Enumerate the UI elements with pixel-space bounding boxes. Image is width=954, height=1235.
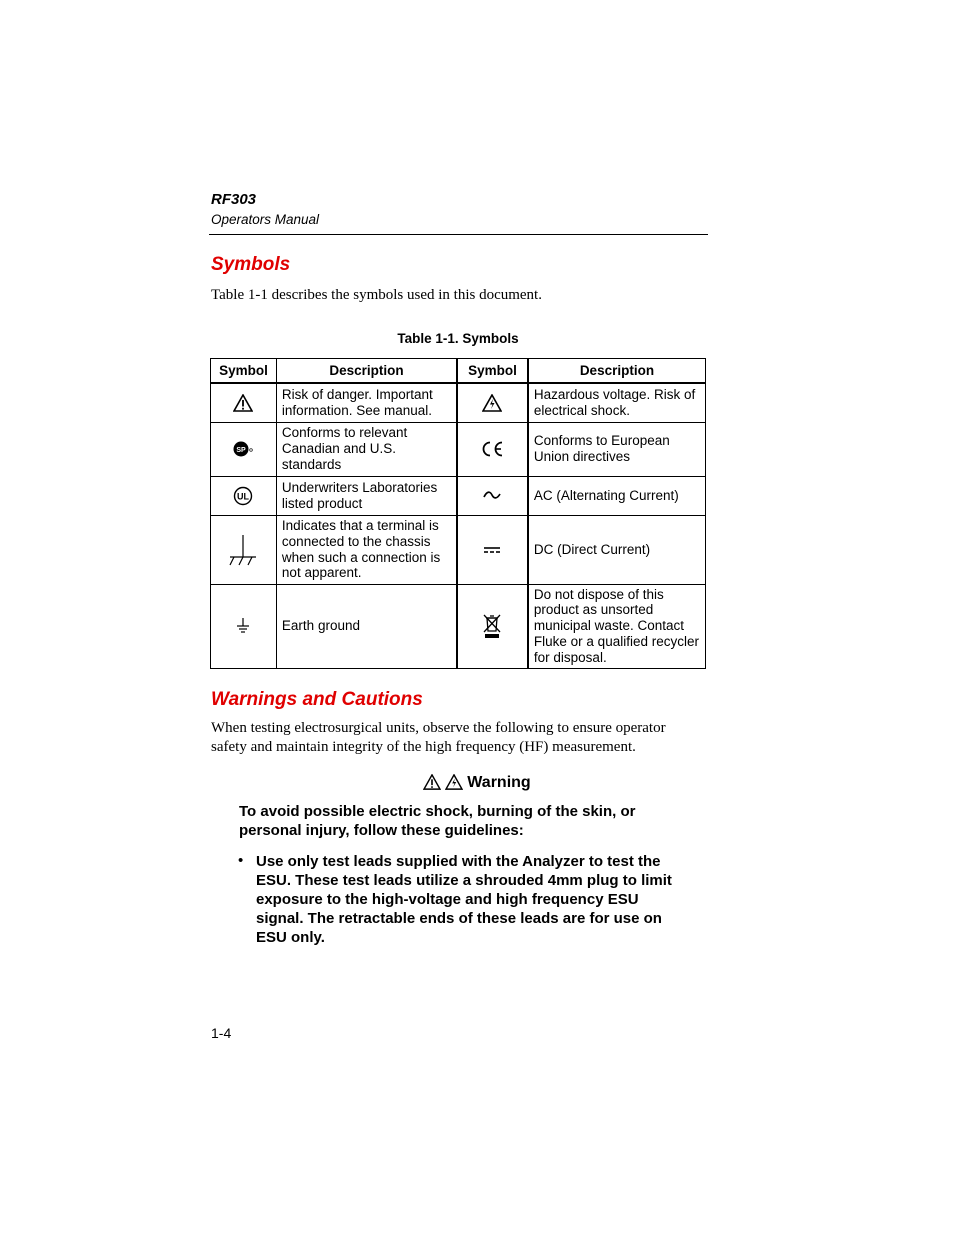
- warning-bullet: Use only test leads supplied with the Analyzer to test the ESU. These test leads utilize a shrouded 4mm plug to limit exposure to the high-voltage and high frequency ESU signal. The retractable ends of these leads are for use on ESU only.: [256, 853, 672, 946]
- svg-text:SP: SP: [236, 447, 247, 454]
- page-number: 1-4: [211, 1025, 232, 1041]
- manual-model: RF303: [211, 191, 257, 208]
- symbol-description: Risk of danger. Important information. See manual.: [276, 383, 457, 422]
- symbol-description: Conforms to European Union directives: [528, 422, 706, 476]
- symbols-heading: Symbols: [211, 254, 291, 275]
- ac-icon: [457, 476, 528, 515]
- chassis-ground-icon: [211, 515, 277, 584]
- symbols-intro: Table 1-1 describes the symbols used in this document.: [211, 287, 542, 303]
- table-row: [211, 584, 706, 668]
- dc-icon: [457, 515, 528, 584]
- table-row: [211, 476, 706, 515]
- weee-bin-icon: [457, 584, 528, 668]
- bullet-marker: •: [238, 852, 244, 869]
- header-rule: [209, 234, 708, 235]
- warnings-heading: Warnings and Cautions: [211, 689, 423, 710]
- hazardous-voltage-icon: [445, 774, 463, 795]
- symbol-description: Do not dispose of this product as unsorted municipal waste. Contact Fluke or a qualified recycler for disposal.: [528, 584, 706, 668]
- table-row: [211, 383, 706, 422]
- csa-mark-icon: [211, 422, 277, 476]
- column-header: Symbol: [457, 359, 528, 384]
- svg-text:UL: UL: [237, 491, 250, 501]
- earth-ground-icon: [211, 584, 277, 668]
- column-header: Description: [528, 359, 706, 384]
- table-header-row: [211, 359, 706, 384]
- ul-mark-icon: [211, 476, 277, 515]
- ce-mark-icon: [457, 422, 528, 476]
- table-caption: Table 1-1. Symbols: [397, 331, 519, 346]
- warning-triangle-icon: [423, 774, 441, 795]
- warning-lead: To avoid possible electric shock, burning of the skin, or personal injury, follow these guidelines:: [239, 803, 636, 839]
- symbol-description: Earth ground: [276, 584, 457, 668]
- symbol-description: Conforms to relevant Canadian and U.S. standards: [276, 422, 457, 476]
- symbol-description: DC (Direct Current): [528, 515, 706, 584]
- symbols-table: [210, 358, 706, 669]
- warnings-intro: When testing electrosurgical units, observe the following to ensure operator safety and maintain integrity of the high frequency (HF) measurement.: [211, 720, 666, 755]
- table-row: [211, 515, 706, 584]
- symbol-description: AC (Alternating Current): [528, 476, 706, 515]
- column-header: Symbol: [211, 359, 277, 384]
- symbol-description: Indicates that a terminal is connected to the chassis when such a connection is not apparent.: [276, 515, 457, 584]
- symbol-description: Underwriters Laboratories listed product: [276, 476, 457, 515]
- hazardous-voltage-icon: [457, 383, 528, 422]
- table-row: [211, 422, 706, 476]
- warning-title-row: [0, 774, 954, 795]
- manual-subtitle: Operators Manual: [211, 212, 320, 227]
- column-header: Description: [276, 359, 457, 384]
- warning-title: Warning: [467, 774, 531, 791]
- symbol-description: Hazardous voltage. Risk of electrical shock.: [528, 383, 706, 422]
- warning-triangle-icon: [211, 383, 277, 422]
